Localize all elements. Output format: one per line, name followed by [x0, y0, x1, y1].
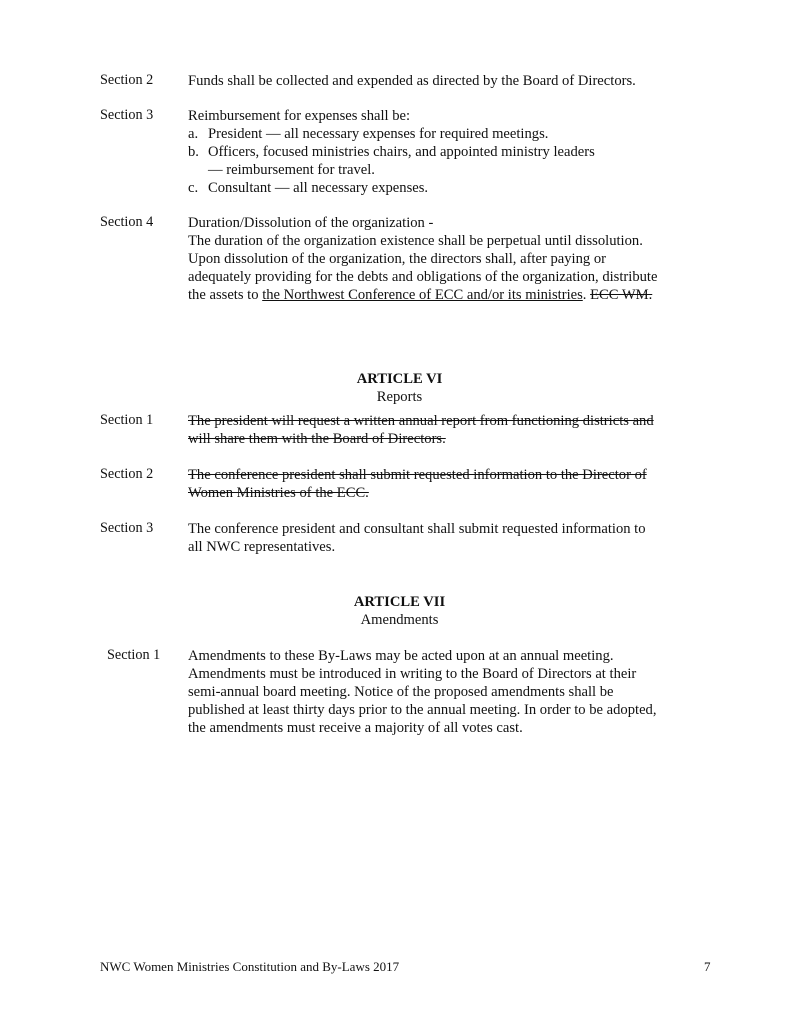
article-title: ARTICLE VI — [356, 371, 443, 387]
section-intro: Reimbursement for expenses shall be: — [188, 108, 411, 124]
page-number: 7 — [704, 959, 711, 974]
section-heading: Duration/Dissolution of the organization - — [188, 215, 434, 231]
article-subtitle: Reports — [376, 389, 423, 405]
section-text-line: semi-annual board meeting. Notice of the proposed amendments shall be — [188, 684, 614, 700]
struck-text: The conference president shall submit requested information to the Director of — [188, 467, 647, 483]
list-item-text: President — all necessary expenses for required meetings. — [208, 126, 549, 142]
struck-text: will share them with the Board of Directors. — [188, 431, 446, 447]
section-label: Section 2 — [100, 466, 154, 482]
section-label: Section 3 — [100, 520, 154, 536]
section-text-line: The conference president and consultant shall submit requested information to — [188, 521, 646, 537]
list-item-text: Consultant — all necessary expenses. — [208, 180, 429, 196]
section-text-line: Amendments must be introduced in writing to the Board of Directors at their — [188, 666, 637, 682]
list-item-b-continuation: — reimbursement for travel. — [208, 162, 375, 178]
list-item-a — [188, 125, 708, 143]
article-title: ARTICLE VII — [353, 594, 446, 610]
article-subtitle: Amendments — [360, 612, 439, 628]
article-vi-heading — [0, 370, 799, 406]
struck-text: ECC WM. — [590, 287, 653, 303]
list-marker: a. — [188, 126, 199, 142]
section-label: Section 3 — [100, 107, 154, 123]
section-text-line: Amendments to these By-Laws may be acted upon at an annual meeting. — [188, 648, 614, 664]
list-item-b — [188, 143, 708, 161]
section-text-line: published at least thirty days prior to the annual meeting. In order to be adopted, — [188, 702, 657, 718]
list-marker: c. — [188, 180, 199, 196]
struck-text: Women Ministries of the ECC. — [188, 485, 369, 501]
underlined-text: the Northwest Conference of ECC and/or its ministries — [262, 287, 583, 303]
struck-text: The president will request a written annual report from functioning districts and — [188, 413, 654, 429]
section-label: Section 4 — [100, 214, 154, 230]
section-label: Section 2 — [100, 72, 154, 88]
section-text: Funds shall be collected and expended as directed by the Board of Directors. — [188, 73, 636, 89]
text-run: . — [582, 287, 591, 303]
text-run: the assets to — [188, 287, 263, 303]
section-text-line: adequately providing for the debts and obligations of the organization, distribute — [188, 269, 658, 285]
section-label: Section 1 — [100, 412, 154, 428]
section-text-line — [188, 286, 708, 304]
section-label: Section 1 — [107, 647, 161, 663]
list-item-c — [188, 179, 708, 197]
section-text-line: The duration of the organization existence shall be perpetual until dissolution. — [188, 233, 643, 249]
list-item-text: Officers, focused ministries chairs, and appointed ministry leaders — [208, 144, 595, 160]
article-vii-heading — [0, 593, 799, 629]
section-text-line: Upon dissolution of the organization, the directors shall, after paying or — [188, 251, 606, 267]
section-text-line: the amendments must receive a majority of all votes cast. — [188, 720, 523, 736]
section-text-line: all NWC representatives. — [188, 539, 336, 555]
footer-title: NWC Women Ministries Constitution and By-Laws 2017 — [100, 959, 400, 974]
list-marker: b. — [188, 144, 199, 160]
